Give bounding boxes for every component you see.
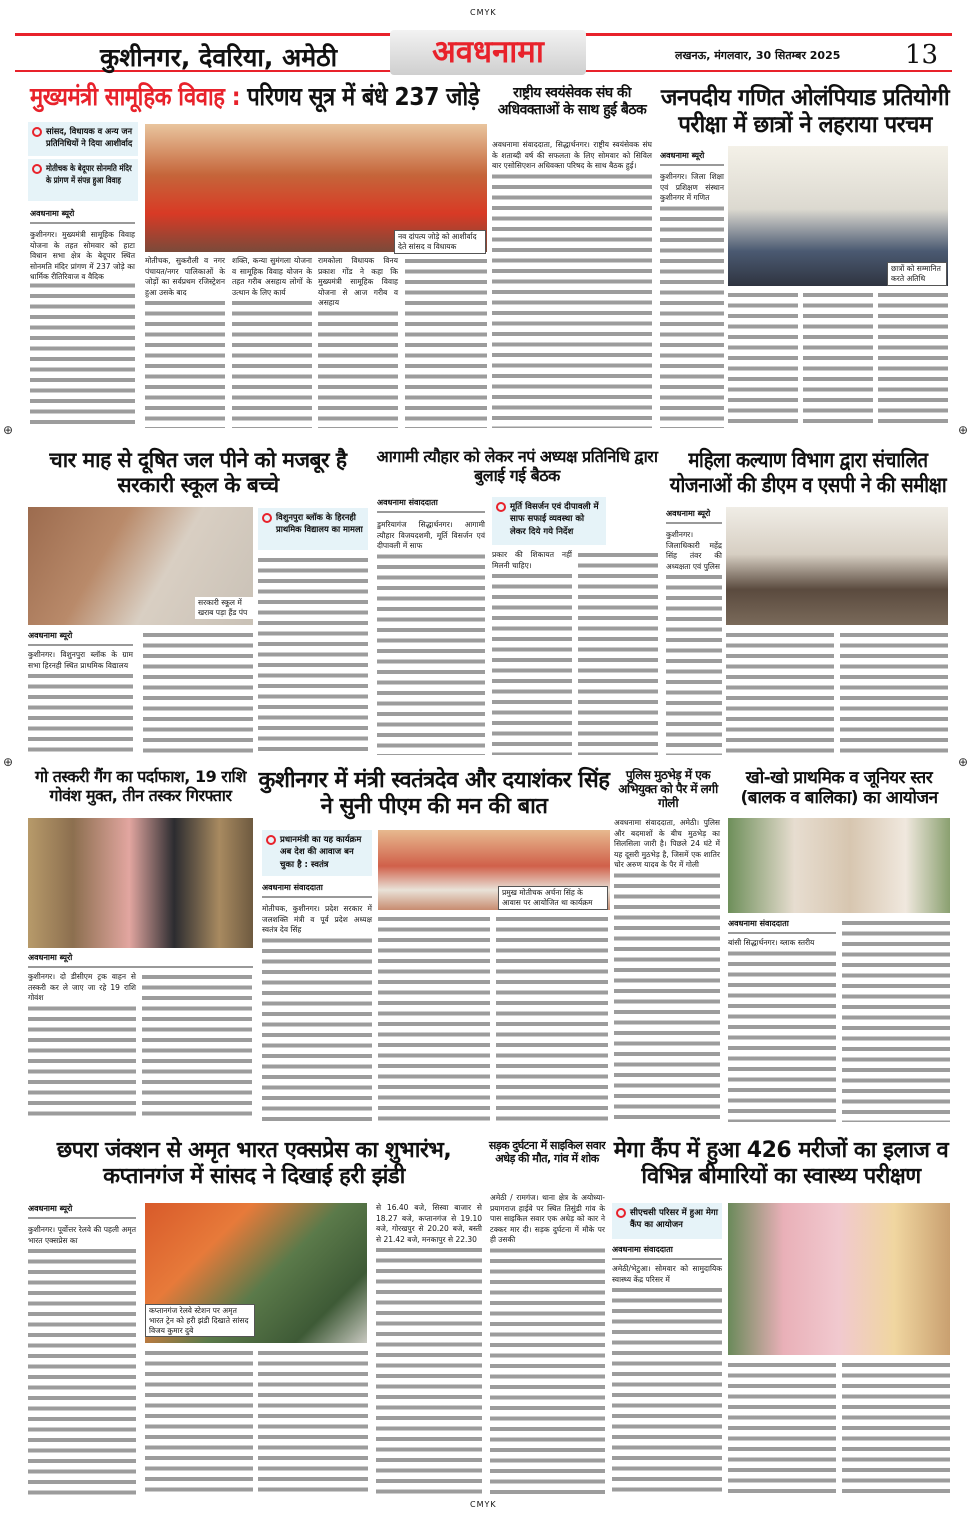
headline-text: कुशीनगर में मंत्री स्वतंत्रदेव और दयाशंकर सिंह ने सुनी पीएम की मन की बात [258, 768, 610, 819]
body-text-column [803, 290, 873, 428]
byline: अवधनामा ब्यूरो [30, 208, 135, 224]
article-text: प्रकार की शिकायत नहीं मिलनी चाहिए। [492, 550, 572, 570]
article-lead: कुशीनगर। जिला शिक्षा एवं प्रशिक्षण संस्थान कुशीनगर में गणित [660, 172, 724, 202]
byline: अवधनामा संवाददाता [377, 497, 485, 513]
body-text-column [728, 290, 798, 428]
byline: अवधनामा संवाददाता [262, 882, 372, 898]
headline-khokho [728, 768, 950, 814]
headline-train [28, 1138, 480, 1198]
newspaper-logo: अवधनामा [390, 30, 586, 75]
headline-megacamp [612, 1138, 950, 1198]
body-text-column [612, 1264, 722, 1495]
headline-text: राष्ट्रीय स्वयंसेवक संघ की अधिवक्ताओं के साथ हुई बैठक [497, 85, 647, 118]
body-text-column [262, 904, 372, 1122]
headline-black-part: परिणय सूत्र में बंधे 237 जोड़े [247, 82, 480, 111]
headline-festival [372, 448, 662, 494]
article-lead: कुशीनगर। दो डीसीएम ट्रक वाहन से तस्करी कर ले जाए जा रहे 19 राशि गोवंश [28, 972, 136, 1002]
highlight-text: सीएचसी परिसर में हुआ मेगा कैंप का आयोजन [630, 1208, 718, 1231]
photo-caption: प्रमुख मोतीचक अर्चना सिंह के आवास पर आयोजित था कार्यक्रम [498, 886, 608, 910]
meeting-photo [726, 507, 948, 625]
article-lead: कुशीनगर। पूर्वोत्तर रेलवे की पहली अमृत भारत एक्सप्रेस का [28, 1225, 136, 1245]
body-text-column [840, 630, 948, 755]
article-text: से 16.40 बजे, सिस्वा बाजार से 18.27 बजे, कप्तानगंज से 19.10 बजे, गोरखपुर से 20.20 बजे, बस्ती से 21.42 बजे, मनकापुर से 22.30 [376, 1203, 482, 1244]
headline-text: छपरा जंक्शन से अमृत भारत एक्सप्रेस का शुभारंभ, कप्तानगंज में सांसद ने दिखाई हरी झंडी [56, 1138, 452, 1189]
body-text-column [842, 1360, 950, 1495]
article-lead: अमेठी / रामगंज। थाना क्षेत्र के अयोध्या-प्रयागराज हाईवे पर स्थित तिसुंडी गांव के पास साइकिल सवार एक अधेड़ को कार ने टक्कर मार दी। सड़क दुर्घटना में मौके पर ही उसकी [490, 1193, 605, 1244]
article-text: शक्ति, कन्या सुमंगला योजना व सामूहिक विवाह योजन के तहत गरीब असहाय लोगों के उत्थान के लिए कार्य [232, 256, 312, 297]
headline-text: मेगा कैंप में हुआ 426 मरीजों का इलाज व विभिन्न बीमारियों का स्वास्थ्य परीक्षण [613, 1138, 949, 1189]
body-text-column [842, 918, 950, 1122]
article-text: रामकोला विधायक विनय प्रकाश गोंड ने कहा कि मुख्यमंत्री सामूहिक विवाह योजना से आज गरीब व असहाय [318, 256, 398, 307]
khokho-photo [728, 818, 950, 913]
headline-mahila [666, 448, 950, 504]
article-lead: बांसी सिद्धार्थनगर। ब्लाक स्तरीय [728, 938, 836, 949]
byline: अवधनामा ब्यूरो [666, 508, 722, 524]
body-text-column [492, 550, 572, 755]
body-text-column [726, 630, 834, 755]
highlight-text: मूर्ति विसर्जन एवं दीपावली में साफ सफाई व्यवस्था को लेकर दिये गये निर्देश [510, 502, 599, 537]
headline-water [28, 448, 368, 504]
article-lead: अवधनामा संवाददाता, अमेठी। पुलिस और बदमाशों के बीच मुठभेड़ का सिलसिला जारी है। पिछले 24 घंटे में यह दूसरी मुठभेड़ है, जिसमें एक शातिर चोर अरुण यादव के पैर में गोली [614, 818, 720, 869]
body-text-column [878, 290, 948, 428]
body-text-column [728, 938, 836, 1122]
highlight-box [258, 508, 368, 550]
headline-gau [28, 768, 253, 814]
bullet-icon [262, 513, 272, 523]
body-text-column [145, 1348, 253, 1495]
body-text-column [377, 520, 485, 755]
body-text-column [378, 914, 490, 1122]
highlight-body [630, 1207, 718, 1235]
bullet-icon [496, 502, 506, 512]
headline-wrapper [30, 82, 488, 112]
headline-rss [492, 85, 652, 137]
byline: अवधनामा ब्यूरो [28, 630, 133, 646]
body-text-column [28, 1225, 136, 1495]
headline-police [614, 768, 722, 814]
article-lead: कुशीनगर। विशुनपुरा ब्लॉक के ग्राम सभा हिरनही स्थित प्राथमिक विद्यालय [28, 650, 133, 670]
photo-caption: सरकारी स्कूल में खराब पड़ा हैंड पंप [195, 597, 253, 619]
photo-caption: कप्तानगंज रेलवे स्टेशन पर अमृत भारत ट्रेन को हरी झंडी दिखाते सांसद विजय कुमार दुबे [145, 1304, 255, 1337]
headline-accident [488, 1140, 606, 1188]
registration-mark-icon: ⊕ [958, 423, 969, 437]
highlight-body [510, 501, 602, 541]
headline-olympiad [660, 85, 950, 143]
bullet-icon [32, 127, 42, 137]
photo-caption: नव दांपत्य जोड़े को आशीर्वाद देते सांसद व विधायक [394, 230, 486, 254]
body-text-column [258, 1348, 368, 1495]
highlight-box [28, 122, 138, 156]
headline-text: सड़क दुर्घटना में साइकिल सवार अधेड़ की मौत, गांव में शोक [488, 1139, 606, 1165]
registration-mark-icon: ⊕ [3, 755, 14, 769]
bullet-icon [616, 1208, 626, 1218]
headline-vivah [30, 82, 488, 116]
bullet-icon [266, 835, 276, 845]
body-text-column [496, 914, 608, 1122]
body-text-column [578, 550, 658, 755]
byline: अवधनामा संवाददाता [612, 1244, 722, 1260]
headline-mankibaat [258, 768, 610, 826]
headline-text: जनपदीय गणित ओलंपियाड प्रतियोगी परीक्षा में छात्रों ने लहराया परचम [660, 85, 950, 139]
bullet-icon [32, 164, 42, 174]
body-text-column [143, 630, 253, 755]
cmyk-mark: CMYK [470, 8, 497, 17]
highlight-box [492, 497, 606, 545]
highlight-text: मोतीचक के बेदूपार सोनमति मंदिर के प्रांगण में संपन्न हुआ विवाह [46, 164, 132, 187]
highlight-body [46, 126, 134, 152]
article-lead: कुशीनगर। मुख्यमंत्री सामूहिक विवाह योजना के तहत सोमवार को हाटा विधान सभा क्षेत्र के बेदूपार स्थित सोनमति मंदिर प्रांगण में 237 जोड़े का धार्मिक रीतिरिवाज व वैदिक [30, 230, 135, 281]
registration-mark-icon: ⊕ [958, 755, 969, 769]
highlight-text: सांसद, विधायक व अन्य जन प्रतिनिधियों ने दिया आशीर्वाद [46, 127, 133, 150]
highlight-body [46, 163, 134, 197]
issue-date: लखनऊ, मंगलवार, 30 सितम्बर 2025 [675, 49, 841, 62]
edition-title: कुशीनगर, देवरिया, अमेठी [100, 43, 338, 72]
headline-red-part: मुख्यमंत्री सामूहिक विवाह : [30, 82, 241, 111]
body-text-column [660, 172, 724, 428]
headline-text: चार माह से दूषित जल पीने को मजबूर है सरकारी स्कूल के बच्चे [49, 448, 347, 497]
arrest-photo [28, 818, 253, 948]
highlight-box [262, 830, 372, 876]
body-text-column [405, 256, 487, 428]
byline: अवधनामा ब्यूरो [660, 150, 724, 166]
headline-text: पुलिस मुठभेड़ में एक अभियुक्त को पैर में लगी गोली [618, 768, 718, 811]
highlight-body [280, 834, 368, 872]
body-text-column [492, 140, 652, 428]
headline-text: महिला कल्याण विभाग द्वारा संचालित योजनाओं की डीएम व एसपी ने की समीक्षा [669, 448, 947, 497]
article-text: मोतीचक, सुकरौली व नगर पंचायत/नगर पालिकाओं के जोड़ों का सर्वप्रथम रजिस्ट्रेशन हुआ उसके बाद [145, 256, 225, 297]
byline: अवधनामा ब्यूरो [28, 1203, 136, 1219]
medical-camp-photo [728, 1203, 950, 1355]
body-text-column [258, 555, 368, 755]
byline: अवधनामा ब्यूरो [28, 952, 253, 968]
headline-text: गो तस्करी गैंग का पर्दाफाश, 19 राशि गोवंश मुक्त, तीन तस्कर गिरफ्तार [35, 767, 246, 805]
headline-text: आगामी त्यौहार को लेकर नपं अध्यक्ष प्रतिनिधि द्वारा बुलाई गई बैठक [376, 447, 658, 485]
article-lead: अवधनामा संवाददाता, सिद्धार्थनगर। राष्ट्रीय स्वयंसेवक संघ के शताब्दी वर्ष की सफलता के लिए सोमवार को सिविल बार एसोसिएशन अधिवक्ता परिषद के साथ बैठक हुई। [492, 140, 652, 170]
registration-mark-icon: ⊕ [3, 423, 14, 437]
page-number: 13 [905, 40, 939, 70]
article-lead: कुशीनगर। जिलाधिकारी महेंद्र सिंह तंवर की अध्यक्षता एवं पुलिस [666, 530, 722, 571]
body-text-column [142, 972, 252, 1122]
body-text-column [728, 1360, 836, 1495]
highlight-text: विशुनपुरा ब्लॉक के हिरनही प्राथमिक विद्यालय का मामला [276, 513, 363, 536]
highlight-box [28, 159, 138, 201]
article-lead: अमेठी/भेटुआ। सोमवार को सामुदायिक स्वास्थ्य केंद्र परिसर में [612, 1264, 722, 1284]
highlight-text: प्रधानमंत्री का यह कार्यक्रम अब देश की आवाज बन चुका है : स्वतंत्र [280, 835, 362, 870]
byline: अवधनामा संवाददाता [728, 918, 836, 934]
headline-text: खो-खो प्राथमिक व जूनियर स्तर (बालक व बालिका) का आयोजन [740, 768, 938, 809]
highlight-body [276, 512, 364, 546]
highlight-box [612, 1203, 722, 1239]
body-text-column [376, 1203, 482, 1495]
article-lead: मोतीचक, कुशीनगर। प्रदेश सरकार में जलशक्ति मंत्री व पूर्व प्रदेश अध्यक्ष स्वतंत्र देव सिंह [262, 904, 372, 934]
article-lead: डुमरियागंज सिद्धार्थनगर। आगामी त्यौहार विजयदशमी, मूर्ति विसर्जन एवं दीपावली में साफ [377, 520, 485, 550]
photo-caption: छात्रों को सम्मानित करते अतिथि [887, 262, 947, 286]
cmyk-mark: CMYK [470, 1500, 497, 1509]
